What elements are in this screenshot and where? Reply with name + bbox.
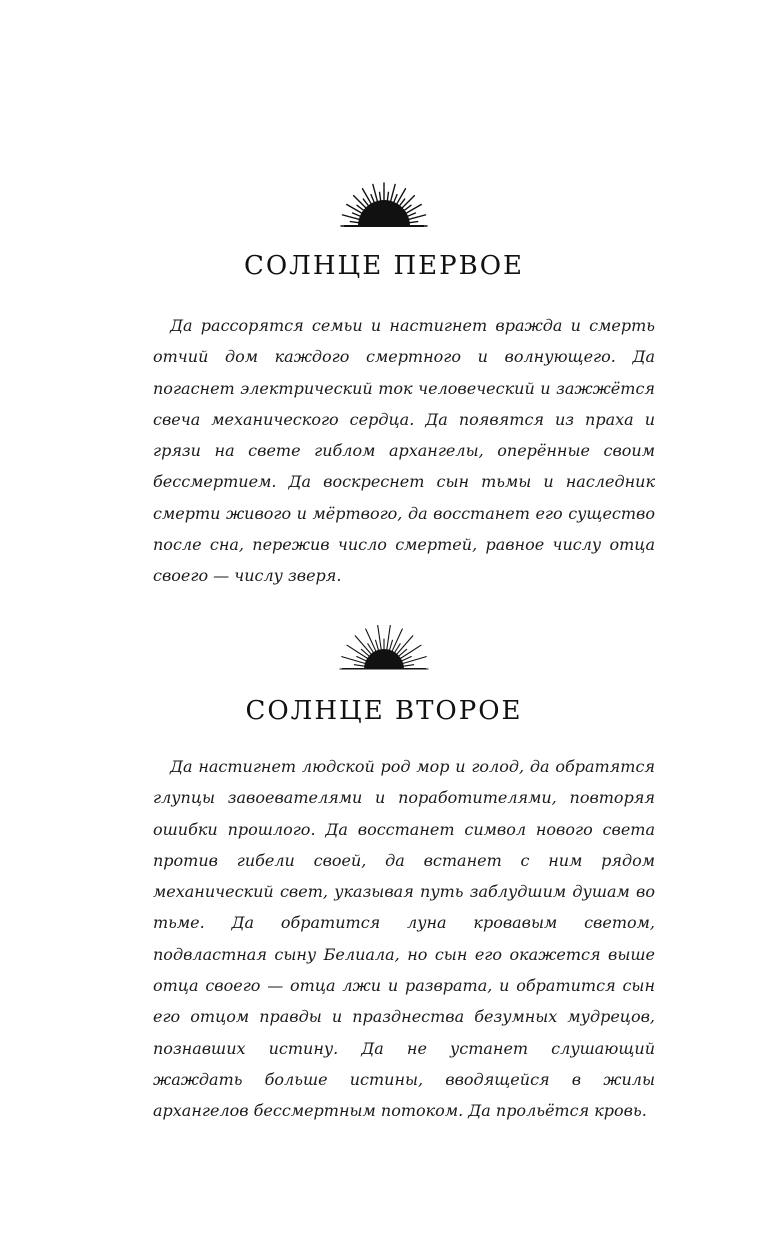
sun-icon xyxy=(336,180,432,230)
section-title-second xyxy=(0,696,768,726)
section-paragraph: Да рассорятся семьи и настигнет вражда и смерть отчий дом каждого смертного и волнующего. Да погаснет электрический ток человеческий и зажжётся свеча механического сердца. Да появятся из праха и грязи на свете гиблом архангелы, оперённые своим бессмертием. Да воскреснет сын тьмы и наследник смерти живого и мёртвого, да восстанет его существо после сна, пережив число смертей, равное числу отца своего — числу зверя. xyxy=(153,316,655,586)
section-heading: СОЛНЦЕ ПЕРВОЕ xyxy=(243,251,525,281)
sun-icon xyxy=(336,622,432,672)
section-paragraph: Да настигнет людской род мор и голод, да обратятся глупцы завоевателями и поработителями, повторяя ошибки прошлого. Да восстанет символ нового света против гибели своей, да встанет с ним рядом механический свет, указывая путь заблудшим душам во тьме. Да обратится луна кровавым светом, подвластная сыну Белиала, но сын его окажется выше отца своего — отца лжи и разврата, и обратится сын его отцом правды и празднества безумных мудрецов, познавших истину. Да не устанет слушающий жаждать больше истины, вводящейся в жилы архангелов бессмертным потоком. Да прольётся кровь. xyxy=(153,757,655,1121)
section-title-first xyxy=(0,251,768,281)
section-sun-first xyxy=(0,180,768,230)
section-heading: СОЛНЦЕ ВТОРОЕ xyxy=(245,696,523,726)
section-sun-second xyxy=(0,622,768,672)
